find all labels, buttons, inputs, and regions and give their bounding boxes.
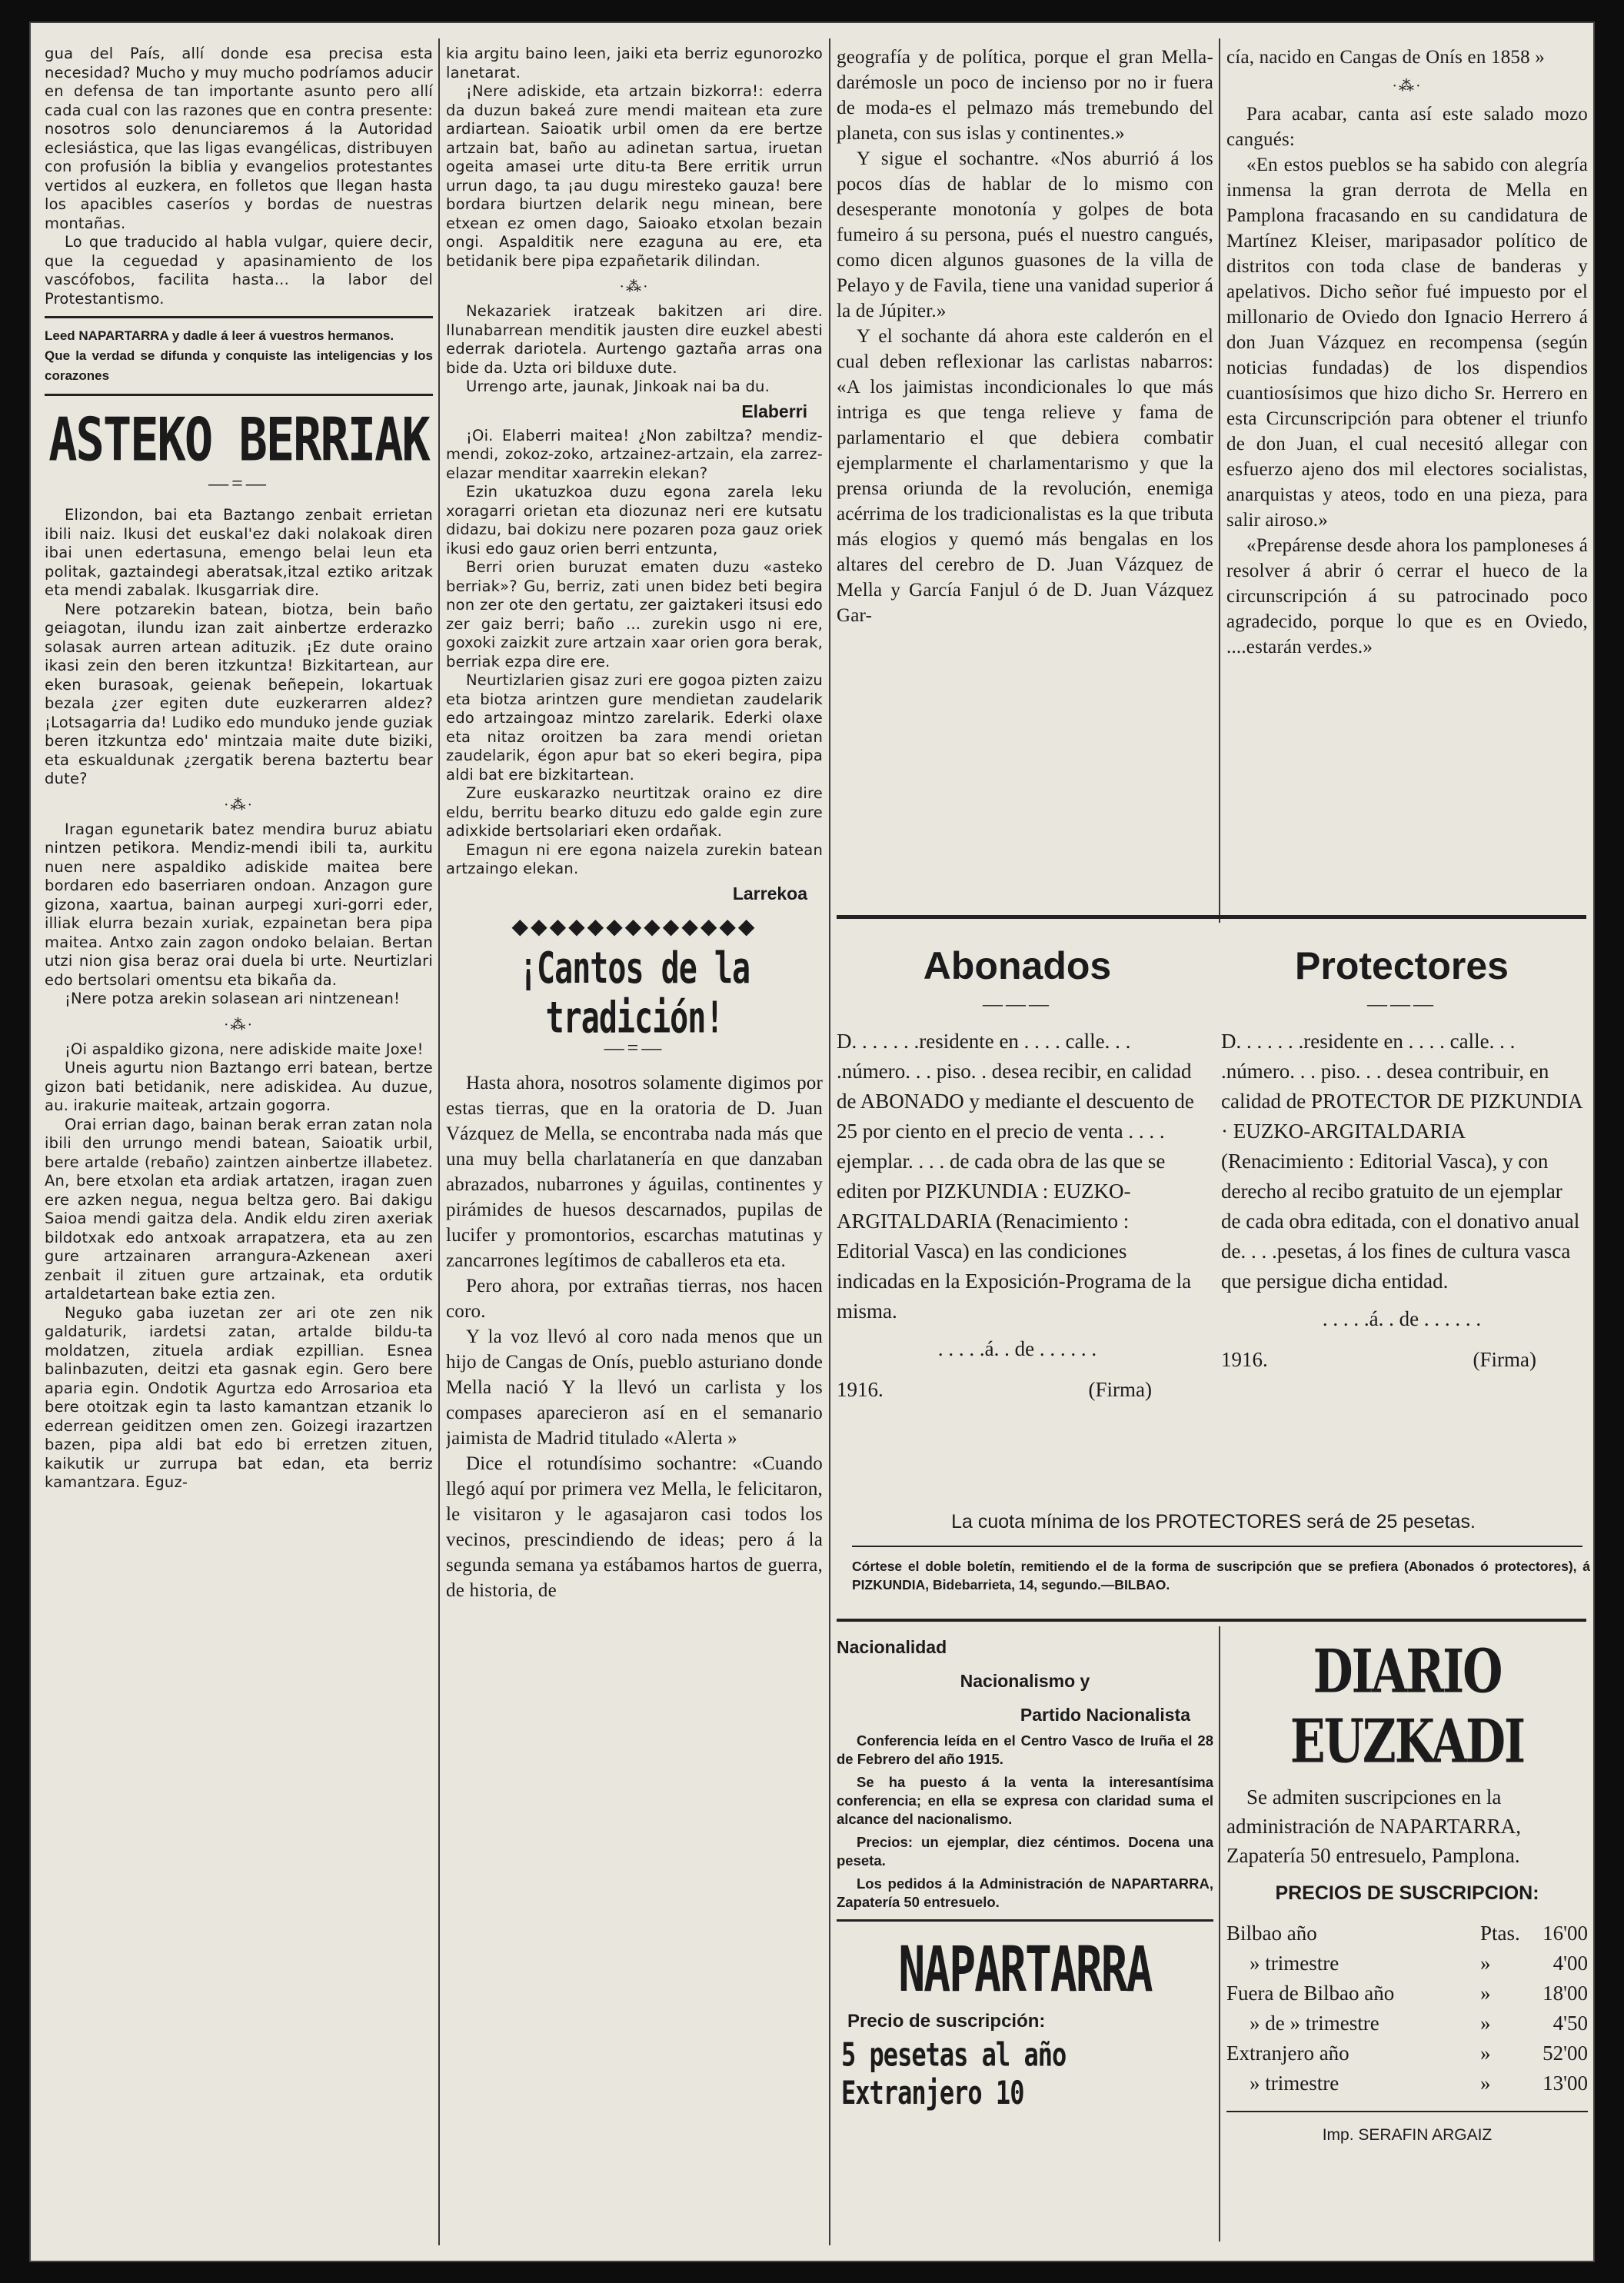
price-table <box>1226 1919 1588 2098</box>
price-value: 52'00 <box>1542 2042 1588 2065</box>
form-protectores <box>1221 927 1582 1372</box>
article-text: ¡Nere adiskide, eta artzain bizkorra!: ederra da duzun bakeá zure mendi maitean eta zure ardiartean. Saioatik urbil omen da ere bertze artzain bat, baño au adinetan sartua, iruetan ogeita amasei urte ditu-ta Bere erritik urrun urrun dago, ta ¡au dugu miresteko gauza! bere bordara biurtzen delarik negu minean, bere etxean ez omen dago, Saioako etxolan bezain ongi. Aspalditik nere ezaguna au ere, eta betidanik bere pipa ezpañetarik dilindan. <box>446 82 823 270</box>
form-date-line: . . . . .á. . de . . . . . . <box>1322 1307 1482 1330</box>
article-text: «Prepárense desde ahora los pamploneses á resolver á abrir ó cerrar el hueco de la circunscripción á su patrocinado poco agradecido, porque lo que es en Oviedo, ....estarán verdes.» <box>1226 535 1588 657</box>
ad-text: Conferencia leída en el Centro Vasco de Iruña el 28 de Febrero del año 1915. <box>837 1732 1213 1767</box>
ornament: —=— <box>208 472 269 494</box>
article-text: «En estos pueblos se ha sabido con alegría inmensa la gran derrota de Mella en Pamplona fracasando en su candidatura de Martínez Kleiser, maripasador político de distritos con toda clase de banderas y apelativos. Dicho señor fué impuesto por el millonario de Oviedo don Ignacio Herrero á don Juan Vázquez en recompensa (según noticias fundadas) de los dispendios cuantiosísimos que hizo dicho Sr. Herrero en esta Circunscripción para obtener el triunfo de don Juan, el cual necesitó allegar con esfuerzo ajeno dos mil electores socialistas, anarquistas y ateos, todo en una pieza, para salir airoso.» <box>1226 155 1588 531</box>
diario-euzkadi-masthead: DIARIO EUZKADI <box>1290 1637 1525 1777</box>
form-signature: (Firma) <box>1088 1378 1152 1401</box>
price-value: 16'00 <box>1542 1922 1588 1945</box>
article-text: Y el sochante dá ahora este calderón en el cual deben reflexionar las carlistas nabarros: «A los jaimistas incondicionales lo que más intriga es que tenga relieve y fama de parlamentario el que debiera combatir ejemplarmente el charlamentarismo y que la prensa oriunda de la revolución, enemiga acérrima de los tradicionalistas es la que tributa más elogios y quemó más bengalas en los altares del cerebro de D. Juan Vázquez de Mella y García Fanjul ó de D. Juan Vázquez Gar- <box>837 326 1213 626</box>
form-title-protectores: Protectores <box>1295 944 1509 987</box>
article-text: Urrengo arte, jaunak, Jinkoak nai ba du. <box>466 378 770 395</box>
ad-text: Se ha puesto á la venta la interesantísima conferencia; en ella se expresa con claridad suma el alcance del nacionalismo. <box>837 1774 1213 1827</box>
article-text: Neurtizlarien gisaz zuri ere gogoa pizten zaizu eta biotza arintzen gure mendietan zaudelarik edo artzaingoaz mintzo zarelarik. Ederki olaxe eta nitaz oroitzen ba zara mendi orietan zaudelarik, égon apur bat so ekeri begira, pipa aldi bat ere bizkitartean. <box>446 671 823 784</box>
column-rule <box>438 38 440 2245</box>
form-signature: (Firma) <box>1473 1348 1536 1371</box>
article-text: Y la voz llevó al coro nada menos que un hijo de Cangas de Onís, pueblo asturiano donde Mella nació Y la llevó un carlista y los compases aparecieron así en el semanario jaimista de Madrid titulado «Alerta » <box>446 1326 823 1449</box>
ad-title-line: Nacionalidad <box>837 1637 947 1657</box>
column-4 <box>1226 45 1588 937</box>
divider <box>45 394 433 396</box>
article-text: Neguko gaba iuzetan zer ari ote zen nik galdaturik, iardetsi zatan, artalde bildu-ta moldatzen, zituela ardiak ezpillian. Esnea balinbazuten, deitzi eta gasnak egin. Gero bere aparia egin. Ondotik Agurtza edo Arrosarioa eta bere otoitzak egin ta lasto kamantzan etzanik lo ederrean geiditzen omen zen. Goizegi irazartzen bazen, pipa aldi bat edo bi erretzen zituen, kaikutik ur zurrupa bat edan, eta berriz kamantzara. Eguz- <box>45 1303 433 1491</box>
ad-title-line: Partido Nacionalista <box>1020 1705 1190 1725</box>
article-text: Nere potzarekin batean, biotza, bein baño geiagotan, ilundu izan zait ainbertze erderazko solasak aurren artean adituzik. ¡Ez dute oraino ikasi zein den beren itzkuntza! Bizkitartean, aur eken burasoak, geienak beñepein, lokartuak bezala ¿zer egiten dute euzkerarren aldez? ¡Lotsagarria da! Ludiko edo munduko jende guziak beren itzkuntza edo' mintzaia maite dute biziki, eta eskualdunak ¿zergatik berena baztertu bear dute? <box>45 600 433 787</box>
ad-nacionalidad <box>837 1630 1213 2245</box>
price-value: 18'00 <box>1542 1982 1588 2005</box>
ad-title-line: Nacionalismo y <box>960 1671 1090 1691</box>
section-rule <box>837 1619 1586 1622</box>
price-unit: » <box>1480 1982 1491 2005</box>
notice-verdad: Que la verdad se difunda y conquiste las inteligencias y los corazones <box>45 348 433 383</box>
cortese-note: Córtese el doble boletín, remitiendo el de la forma de suscripción que se prefiera (Abonados ó protectores), á PIZKUNDIA, Bidebarrieta, 14, segundo.—BILBAO. <box>852 1559 1590 1592</box>
wave-ornament: ◆◆◆◆◆◆◆◆◆◆◆◆◆ <box>511 914 757 939</box>
prices-heading: PRECIOS DE SUSCRIPCION: <box>1275 1882 1539 1904</box>
article-text: Emagun ni ere egona naizela zurekin batean artzaingo elekan. <box>446 840 823 877</box>
price-row <box>1226 1978 1588 2008</box>
ad-text: Precios: un ejemplar, diez céntimos. Docena una peseta. <box>837 1834 1213 1869</box>
napartarra-subscription-label: Precio de suscripción: <box>847 2011 1046 2032</box>
ad-text: Se admiten suscripciones en la administración de NAPARTARRA, Zapatería 50 entresuelo, Pamplona. <box>1226 1785 1521 1867</box>
article-text: cía, nacido en Cangas de Onís en 1858 » <box>1226 47 1545 68</box>
asterism-ornament: ·⁂· <box>223 1016 255 1033</box>
article-text: ¡Oi aspaldiko gizona, nere adiskide maite Joxe! <box>65 1040 424 1058</box>
price-label: Bilbao año <box>1226 1922 1317 1945</box>
divider <box>1226 2111 1588 2112</box>
column-rule <box>1219 38 1220 923</box>
article-text: ¡Oi. Elaberri maitea! ¿Non zabiltza? mendiz-mendi, zokoz-zoko, artzainez-artzain, ela zarrez-elazar menditar xaarrekin elekan? <box>446 426 823 482</box>
price-unit: » <box>1480 2012 1491 2035</box>
form-year: 1916. <box>1221 1348 1268 1371</box>
article-text: Elizondon, bai eta Baztango zenbait errietan ibili naiz. Ikusi det euskal'ez daki nolakoak diren ibai unen edertasuna, emengo belai leun eta politak, gaztaindegi aberatsak,itzal eztiko aritzak eta mendi zabalak. Ikusgarriak dire. <box>45 506 433 599</box>
price-label: Extranjero año <box>1226 2042 1349 2065</box>
column-rule <box>829 38 830 2245</box>
article-text: Pero ahora, por extrañas tierras, nos hacen coro. <box>446 1275 823 1322</box>
article-text: Berri orien buruzat ematen duzu «asteko berriak»? Gu, berriz, zati unen bidez beti begira non zer ote den gertatu, zer gaiztakeri itsusi edo zer gaiz berri; baño ... zurekin usgo ni ere, goxoki zaizkit zure artzain xaar orien gora berak, berriak ezpa dire ere. <box>446 558 823 671</box>
article-text: kia argitu baino leen, jaiki eta berriz egunorozko lanetarat. <box>446 45 823 82</box>
notice-leed: Leed NAPARTARRA y dadle á leer á vuestros hermanos. <box>45 328 394 343</box>
article-text: gua del País, allí donde esa precisa esta necesidad? Mucho y muy mucho podríamos aducir en defensa de tan importante asunto pero allí cada cual con las razones que en contra presente: nosotros solo denunciaremos á la Autoridad eclesiástica, que las ligas evangélicas, distribuyen con profusión la biblia y evangelios protestantes vertidos al euzkera, en folletos que llegan hasta los apacibles caseríos y bordas de nuestras montañas. <box>45 45 433 232</box>
ad-text: Los pedidos á la Administración de NAPARTARRA, Zapatería 50 entresuelo. <box>837 1875 1213 1910</box>
price-value: 4'50 <box>1552 2012 1588 2035</box>
cuota-note: La cuota mínima de los PROTECTORES será de 25 pesetas. <box>951 1511 1476 1533</box>
price-label: » de » trimestre <box>1250 2012 1379 2035</box>
subscription-forms <box>837 927 1590 1603</box>
price-label: » trimestre <box>1250 2072 1339 2095</box>
price-row <box>1226 1919 1588 1949</box>
article-text: ¡Nere potza arekin solasean ari nintzenean! <box>65 990 401 1007</box>
price-label: » trimestre <box>1250 1952 1339 1975</box>
price-label: Fuera de Bilbao año <box>1226 1982 1395 2005</box>
article-text: geografía y de política, porque el gran Mella-darémosle un poco de incienso por no ir fuera de moda-es el pelmazo más tremebundo del planeta, con sus islas y continentes.» <box>837 47 1213 144</box>
column-3 <box>837 45 1213 937</box>
asterism-ornament: ·⁂· <box>223 796 255 814</box>
column-rule <box>1219 1626 1220 2241</box>
article-text: Nekazariek iratzeak bakitzen ari dire. Ilunabarrean menditik jausten dire euzkel abesti ederrak dariotela. Aurtengo gaztaña arras ona bide da. Uzta ori bilduxe dute. <box>446 302 823 377</box>
divider <box>45 316 433 318</box>
form-footer <box>837 1378 1198 1402</box>
napartarra-masthead: NAPARTARRA <box>898 1932 1152 2006</box>
article-text: Iragan egunetarik batez mendira buruz abiatu nintzen petikora. Mendiz-mendi ibili ta, aurkitu nuen nere aspaldiko adiskide maitea bere bordaren edo baserriaren ondoan. Anzagon gure gizona, xaartua, bainan aurpegi xuri-gorri eder, illiak elurra bezain xuriak, ezpainetan bera pipa maitea. Antxo zain zagon ondoko belaian. Bertan utzi nion gisa beraz orai duela bi urte. Neurtizlari edo bertsolari omentsu eta bikaña da. <box>45 820 433 989</box>
price-row <box>1226 2068 1588 2098</box>
section-heading-cantos: ¡Cantos de la tradición! <box>518 943 750 1043</box>
article-text: Zure euskarazko neurtitzak oraino ez dire eldu, berritu bearko dituzu edo galde egin zure adixkide bertsolariari eken ordañak. <box>446 784 823 840</box>
ornament: ——— <box>1367 993 1436 1015</box>
asterism-ornament: ·⁂· <box>1392 78 1423 95</box>
form-title-abonados: Abonados <box>923 944 1112 987</box>
ornament: ——— <box>983 993 1052 1015</box>
article-text: Hasta ahora, nosotros solamente digimos por estas tierras, que en la oratoria de D. Juan Vázquez de Mella, se encontraba nada más que una muy bella charlatanería en que danzaban abrazados, nubarrones y águilas, continentes y pirámides de huesos descarnados, pupilas de lucifer y promontorios, escarchas matutinas y zancarrones legítimos de caballeros eta eta. <box>446 1072 823 1271</box>
price-row <box>1226 1949 1588 1978</box>
price-unit: » <box>1480 2072 1491 2095</box>
divider <box>852 1546 1582 1547</box>
article-text: Para acabar, canta así este salado mozo cangués: <box>1226 104 1588 150</box>
ad-diario-euzkadi <box>1226 1630 1588 2245</box>
napartarra-price: 5 pesetas al año Extranjero 10 <box>841 2035 1067 2112</box>
form-year: 1916. <box>837 1378 884 1401</box>
form-text-abonados: D. . . . . . .residente en . . . . calle. . . .número. . . piso. . desea recibir, en calidad de ABONADO y mediante el descuento de 25 por ciento en el precio de venta . . . . ejemplar. . . . de cada obra de las que se editen por PIZKUNDIA : EUZKO-ARGITALDARIA (Renacimiento : Editorial Vasca) en las condiciones indicadas en la Exposición-Programa de la misma. <box>837 1030 1194 1323</box>
price-unit: » <box>1480 1952 1491 1975</box>
article-text: Ezin ukatuzkoa duzu egona zarela leku xoragarri orietan eta diozunaz neri ere kutsatu didazu, bai dokizu nere pozaren poza gauz oriek ikusi edo gauz orien berri entzunta, <box>446 483 823 557</box>
section-heading-asteko-berriak: ASTEKO BERRIAK <box>48 404 429 475</box>
price-value: 13'00 <box>1542 2072 1588 2095</box>
column-1 <box>45 45 433 2244</box>
form-date-line: . . . . .á. . de . . . . . . <box>937 1337 1097 1360</box>
form-text-protectores: D. . . . . . .residente en . . . . calle. . . .número. . . piso. . . desea contribuir, en calidad de PROTECTOR DE PIZKUNDIA · EUZKO-ARGITALDARIA (Renacimiento : Editorial Vasca), y con derecho al recibo gratuito de un ejemplar de cada obra editada, con el donativo anual de. . . .pesetas, á los fines de cultura vasca que persigue dicha entidad. <box>1221 1030 1582 1293</box>
price-unit: » <box>1480 2042 1491 2065</box>
form-footer <box>1221 1348 1582 1372</box>
article-text: Dice el rotundísimo sochantre: «Cuando llegó aquí por primera vez Mella, le felicitaron, le visitaron y le agasajaron casi todos los vecinos, prescindiendo de ideas; pero á la segunda semana ya estábamos hartos de guerra, de historia, de <box>446 1453 823 1601</box>
price-unit: Ptas. <box>1480 1922 1520 1945</box>
asterism-ornament: ·⁂· <box>619 278 650 295</box>
price-row <box>1226 2038 1588 2068</box>
price-row <box>1226 2008 1588 2038</box>
column-2 <box>446 45 823 2244</box>
form-abonados <box>837 927 1198 1402</box>
divider <box>837 1919 1213 1922</box>
article-text: Y sigue el sochantre. «Nos aburrió á los pocos días de hablar de lo mismo con desesperante monotonía y golpes de bota fumeiro á su persona, pués el nuestro cangués, como dicen algunos guasones de la villa de Pelayo y de Favila, tiene una vanidad superior á la de Júpiter.» <box>837 148 1213 321</box>
article-text: Uneis agurtu nion Baztango erri batean, bertze gizon bati betidanik, nere adiskidea. Au duzue, au. irakurie maiteak, artzain gogorra. <box>45 1059 433 1114</box>
printer-credit: Imp. SERAFIN ARGAIZ <box>1322 2126 1493 2144</box>
signature-larrekoa: Larrekoa <box>732 883 807 904</box>
article-text: Lo que traducido al habla vulgar, quiere decir, que la ceguedad y apasinamiento de los vascófobos, facilita hasta... la labor del Protestantismo. <box>45 233 433 308</box>
article-text: Orai errian dago, bainan berak erran zatan nola ibili den urrungo mendi batean, Saioatik urbil, bere artalde (rebaño) zaintzen ainbertze illabetez. An, bere etxolan eta ardiak artatzen, iragan zuen ere azken negua, negua beltza gero. Bai dakigu Saioa mendi gaitza dela. Andik eldu ziren axeriak bildotxak edo antxoak arrapatzera, eta au zen gure artzainaren arrangura-Azkenean axeri zenbait il zituen gure artzainak, eta ordutik artaldetartean bake eztia zen. <box>45 1115 433 1303</box>
price-value: 4'00 <box>1552 1952 1588 1975</box>
newspaper-page <box>31 23 1593 2261</box>
signature-elaberri: Elaberri <box>741 401 807 421</box>
ornament: —=— <box>604 1036 665 1059</box>
